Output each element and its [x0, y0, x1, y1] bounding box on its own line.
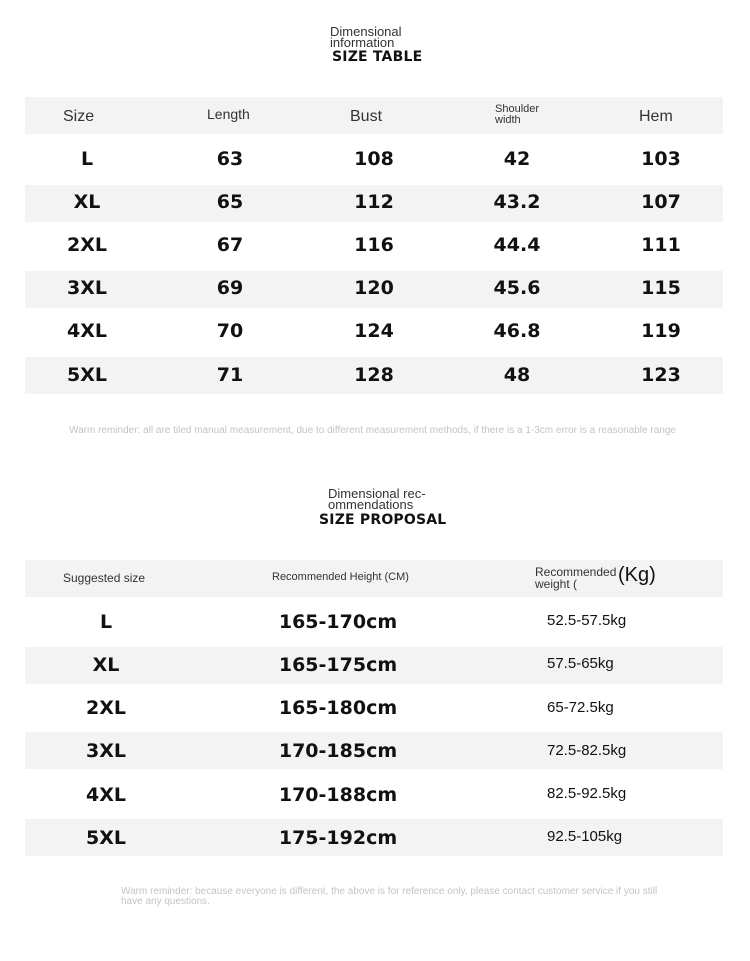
size-proposal-reminder: Warm reminder: because everyone is different, the above is for reference only, please contact customer service if you still have any questions. — [121, 886, 658, 907]
header-length: Length — [207, 106, 250, 122]
header-weight-line1: Recommended — [535, 565, 617, 579]
cell-size: XL — [73, 191, 101, 213]
size-proposal-title: SIZE PROPOSAL — [319, 512, 447, 528]
cell-length: 71 — [216, 364, 244, 386]
cell-bust: 124 — [354, 320, 394, 342]
cell-height: 165-175cm — [278, 654, 398, 676]
cell-length: 63 — [216, 148, 244, 170]
cell-weight: 72.5-82.5kg — [547, 742, 627, 759]
size-proposal-subtitle — [328, 488, 426, 510]
cell-shoulder: 46.8 — [493, 320, 541, 342]
cell-height: 165-170cm — [278, 611, 398, 633]
cell-bust: 120 — [354, 277, 394, 299]
cell-hem: 119 — [641, 320, 681, 342]
cell-shoulder: 42 — [503, 148, 531, 170]
cell-size: L — [80, 148, 94, 170]
cell-bust: 108 — [354, 148, 394, 170]
header-suggested-size: Suggested size — [63, 571, 146, 585]
header-hem: Hem — [639, 108, 673, 125]
size-proposal-subtitle-line1: Dimensional rec- — [328, 486, 426, 501]
cell-length: 70 — [216, 320, 244, 342]
cell-size: 3XL — [67, 277, 107, 299]
cell-bust: 116 — [354, 234, 394, 256]
header-shoulder-line1: Shoulder — [495, 103, 540, 115]
cell-suggested-size: L — [99, 611, 113, 633]
header-shoulder-line2: width — [495, 114, 521, 126]
cell-weight: 92.5-105kg — [547, 828, 623, 845]
cell-hem: 103 — [641, 148, 681, 170]
header-recommended-weight — [535, 566, 616, 590]
cell-hem: 107 — [641, 191, 681, 213]
cell-length: 65 — [216, 191, 244, 213]
cell-length: 69 — [216, 277, 244, 299]
header-weight-unit: (Kg) — [618, 564, 656, 586]
cell-weight: 82.5-92.5kg — [547, 785, 627, 802]
cell-height: 175-192cm — [278, 827, 398, 849]
cell-suggested-size: 2XL — [86, 697, 126, 719]
header-shoulder-width — [495, 104, 539, 126]
size-table-subtitle — [330, 26, 402, 48]
cell-suggested-size: 4XL — [86, 784, 126, 806]
cell-shoulder: 44.4 — [493, 234, 541, 256]
size-table-subtitle-line2: information — [330, 35, 395, 50]
cell-shoulder: 43.2 — [493, 191, 541, 213]
cell-height: 170-188cm — [278, 784, 398, 806]
cell-bust: 128 — [354, 364, 394, 386]
cell-suggested-size: 5XL — [86, 827, 126, 849]
cell-suggested-size: XL — [92, 654, 120, 676]
cell-height: 170-185cm — [278, 740, 398, 762]
cell-size: 4XL — [67, 320, 107, 342]
cell-length: 67 — [216, 234, 244, 256]
cell-shoulder: 48 — [503, 364, 531, 386]
cell-hem: 123 — [641, 364, 681, 386]
cell-weight: 57.5-65kg — [547, 655, 614, 672]
size-table-subtitle-line1: Dimensional — [330, 24, 402, 39]
size-table-reminder: Warm reminder: all are tiled manual measurement, due to different measurement methods, if there is a 1-3cm error is a reasonable range — [69, 425, 676, 436]
header-recommended-height: Recommended Height (CM) — [272, 571, 409, 583]
cell-weight: 65-72.5kg — [547, 699, 614, 716]
header-size: Size — [63, 108, 95, 125]
size-proposal-subtitle-line2: ommendations — [328, 497, 414, 512]
cell-hem: 111 — [641, 234, 681, 256]
cell-size: 5XL — [67, 364, 107, 386]
header-bust: Bust — [350, 108, 383, 125]
cell-weight: 52.5-57.5kg — [547, 612, 627, 629]
cell-height: 165-180cm — [278, 697, 398, 719]
cell-hem: 115 — [641, 277, 681, 299]
cell-bust: 112 — [354, 191, 394, 213]
cell-size: 2XL — [67, 234, 107, 256]
cell-suggested-size: 3XL — [86, 740, 126, 762]
header-weight-line2: weight ( — [535, 577, 578, 591]
size-table-title: SIZE TABLE — [332, 49, 423, 65]
cell-shoulder: 45.6 — [493, 277, 541, 299]
